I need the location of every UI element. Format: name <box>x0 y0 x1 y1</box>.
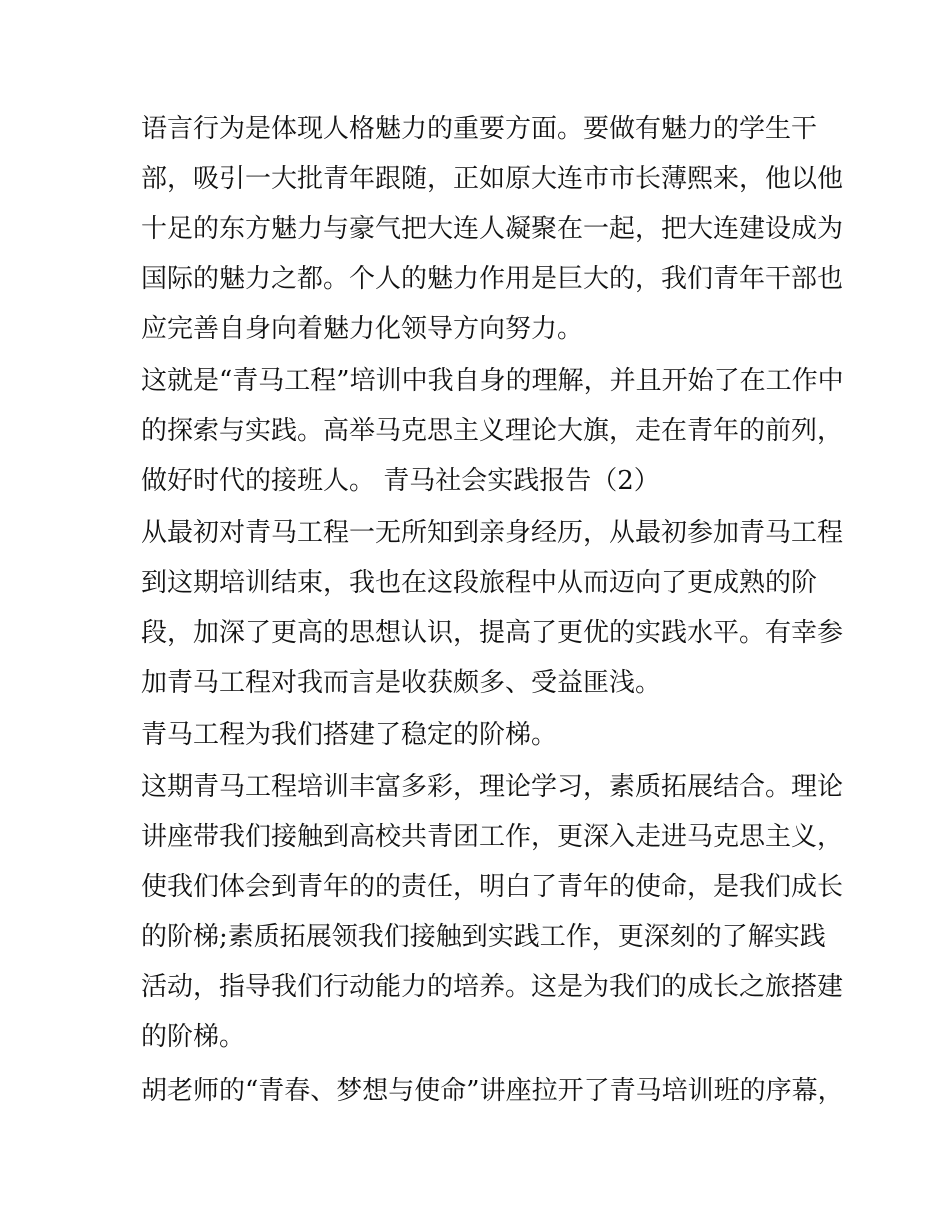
text-line: 做好时代的接班人。 青马社会实践报告（2） <box>141 466 660 496</box>
text-line: 青马工程为我们搭建了稳定的阶梯。 <box>141 720 558 750</box>
text-line: 到这期培训结束，我也在这段旅程中从而迈向了更成熟的阶 <box>141 568 818 598</box>
text-line: 使我们体会到青年的的责任，明白了青年的使命，是我们成长 <box>141 872 844 902</box>
text-line: 胡老师的“青春、梦想与使命”讲座拉开了青马培训班的序幕， <box>141 1076 844 1106</box>
text-line: 的阶梯。 <box>141 1022 246 1052</box>
text-line: 这期青马工程培训丰富多彩，理论学习，素质拓展结合。理论 <box>141 772 844 802</box>
text-line: 段，加深了更高的思想认识，提高了更优的实践水平。有幸参 <box>141 618 844 648</box>
text-line: 这就是“青马工程”培训中我自身的理解，并且开始了在工作中 <box>141 366 844 396</box>
text-line: 的阶梯;素质拓展领我们接触到实践工作，更深刻的了解实践 <box>141 922 826 952</box>
text-line: 活动，指导我们行动能力的培养。这是为我们的成长之旅搭建 <box>141 972 844 1002</box>
text-line: 部，吸引一大批青年跟随，正如原大连市市长薄熙来，他以他 <box>141 164 844 194</box>
text-line: 从最初对青马工程一无所知到亲身经历，从最初参加青马工程 <box>141 518 844 548</box>
text-line: 应完善自身向着魅力化领导方向努力。 <box>141 314 584 344</box>
text-line: 语言行为是体现人格魅力的重要方面。要做有魅力的学生干 <box>141 114 818 144</box>
text-line: 的探索与实践。高举马克思主义理论大旗，走在青年的前列， <box>141 416 844 446</box>
text-line: 国际的魅力之都。个人的魅力作用是巨大的，我们青年干部也 <box>141 264 844 294</box>
text-line: 十足的东方魅力与豪气把大连人凝聚在一起，把大连建设成为 <box>141 214 844 244</box>
text-line: 讲座带我们接触到高校共青团工作，更深入走进马克思主义， <box>141 822 844 852</box>
text-line: 加青马工程对我而言是收获颇多、受益匪浅。 <box>141 668 662 698</box>
